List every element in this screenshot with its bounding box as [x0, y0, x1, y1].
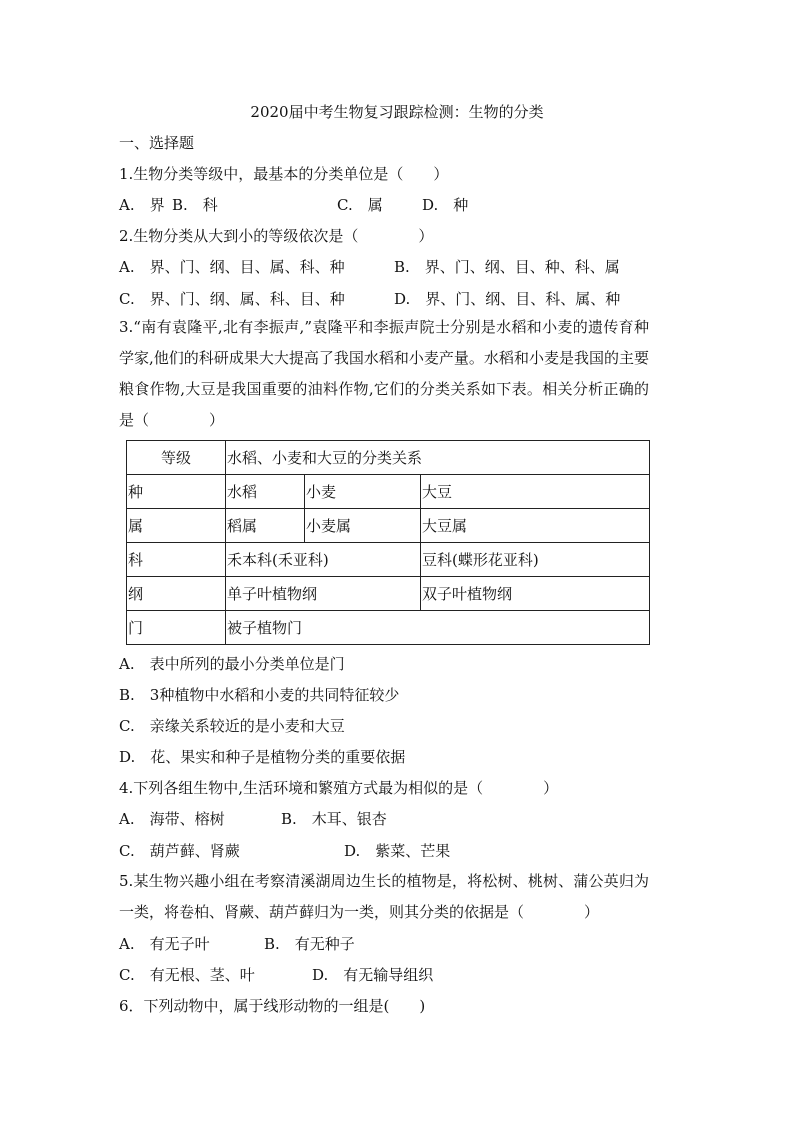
table-cell: 单子叶植物纲 [226, 577, 421, 611]
q2-option-c: C. 界、门、纲、属、科、目、种 [119, 290, 345, 308]
q5-option-a: A. 有无子叶 [119, 935, 210, 953]
q2-option-a: A. 界、门、纲、目、属、科、种 [119, 258, 345, 276]
q4-option-b: B. 木耳、银杏 [281, 810, 387, 828]
table-row [127, 611, 650, 645]
q5-option-c: C. 有无根、茎、叶 [119, 966, 255, 984]
q4-option-a: A. 海带、榕树 [119, 810, 225, 828]
question-3-stem: 3.“南有袁隆平,北有李振声,”袁隆平和李振声院士分别是水稻和小麦的遗传育种学家,他们的科研成果大大提高了我国水稻和小麦产量。水稻和小麦是我国的主要粮食作物,大豆是我国重要的油料作物,它们的分类关系如下表。相关分析正确的是（ ） [119, 318, 649, 429]
table-row [127, 543, 650, 577]
question-6-stem: 6．下列动物中，属于线形动物的一组是( ) [119, 997, 426, 1015]
question-1-stem: 1.生物分类等级中，最基本的分类单位是（ ） [119, 165, 449, 183]
table-rank-cell: 种 [127, 475, 226, 509]
table-row [127, 509, 650, 543]
table-cell: 豆科(蝶形花亚科) [421, 543, 650, 577]
table-cell: 大豆 [421, 475, 650, 509]
table-cell: 小麦属 [305, 509, 421, 543]
q5-option-b: B. 有无种子 [264, 935, 355, 953]
q3-option-c: C. 亲缘关系较近的是小麦和大豆 [119, 717, 345, 735]
table-row [127, 577, 650, 611]
q1-option-a: A. 界 [119, 196, 165, 214]
q4-option-d: D. 紫菜、芒果 [344, 842, 451, 860]
q1-option-c: C. 属 [337, 196, 383, 214]
q1-option-d: D. 种 [422, 196, 469, 214]
q5-option-d: D. 有无输导组织 [312, 966, 434, 984]
table-cell: 稻属 [226, 509, 305, 543]
section-heading: 一、选择题 [119, 134, 195, 152]
q3-option-d: D. 花、果实和种子是植物分类的重要依据 [119, 748, 406, 766]
table-cell: 大豆属 [421, 509, 650, 543]
table-cell: 被子植物门 [226, 611, 650, 645]
q4-option-c: C. 葫芦藓、肾蕨 [119, 842, 240, 860]
classification-table [126, 440, 650, 645]
table-rank-cell: 纲 [127, 577, 226, 611]
table-header-title: 水稻、小麦和大豆的分类关系 [226, 441, 650, 475]
table-rank-cell: 属 [127, 509, 226, 543]
table-rank-cell: 科 [127, 543, 226, 577]
q2-option-d: D. 界、门、纲、目、科、属、种 [394, 290, 621, 308]
q2-option-b: B. 界、门、纲、目、种、科、属 [394, 258, 620, 276]
table-cell: 水稻 [226, 475, 305, 509]
table-header-rank: 等级 [127, 441, 226, 475]
question-4-stem: 4.下列各组生物中,生活环境和繁殖方式最为相似的是（ ） [119, 779, 559, 797]
table-header-row [127, 441, 650, 475]
q3-option-b: B. 3种植物中水稻和小麦的共同特征较少 [119, 686, 400, 704]
question-2-stem: 2.生物分类从大到小的等级依次是（ ） [119, 227, 434, 245]
q1-option-b: B. 科 [172, 196, 218, 214]
table-rank-cell: 门 [127, 611, 226, 645]
table-cell: 小麦 [305, 475, 421, 509]
table-cell: 禾本科(禾亚科) [226, 543, 421, 577]
q3-option-a: A. 表中所列的最小分类单位是门 [119, 655, 345, 673]
table-cell: 双子叶植物纲 [421, 577, 650, 611]
question-5-stem: 5.某生物兴趣小组在考察清溪湖周边生长的植物是，将松树、桃树、蒲公英归为一类，将卷柏、肾蕨、葫芦藓归为一类，则其分类的依据是（ ） [119, 872, 649, 921]
page-title: 2020届中考生物复习跟踪检测：生物的分类 [250, 103, 544, 121]
table-row [127, 475, 650, 509]
